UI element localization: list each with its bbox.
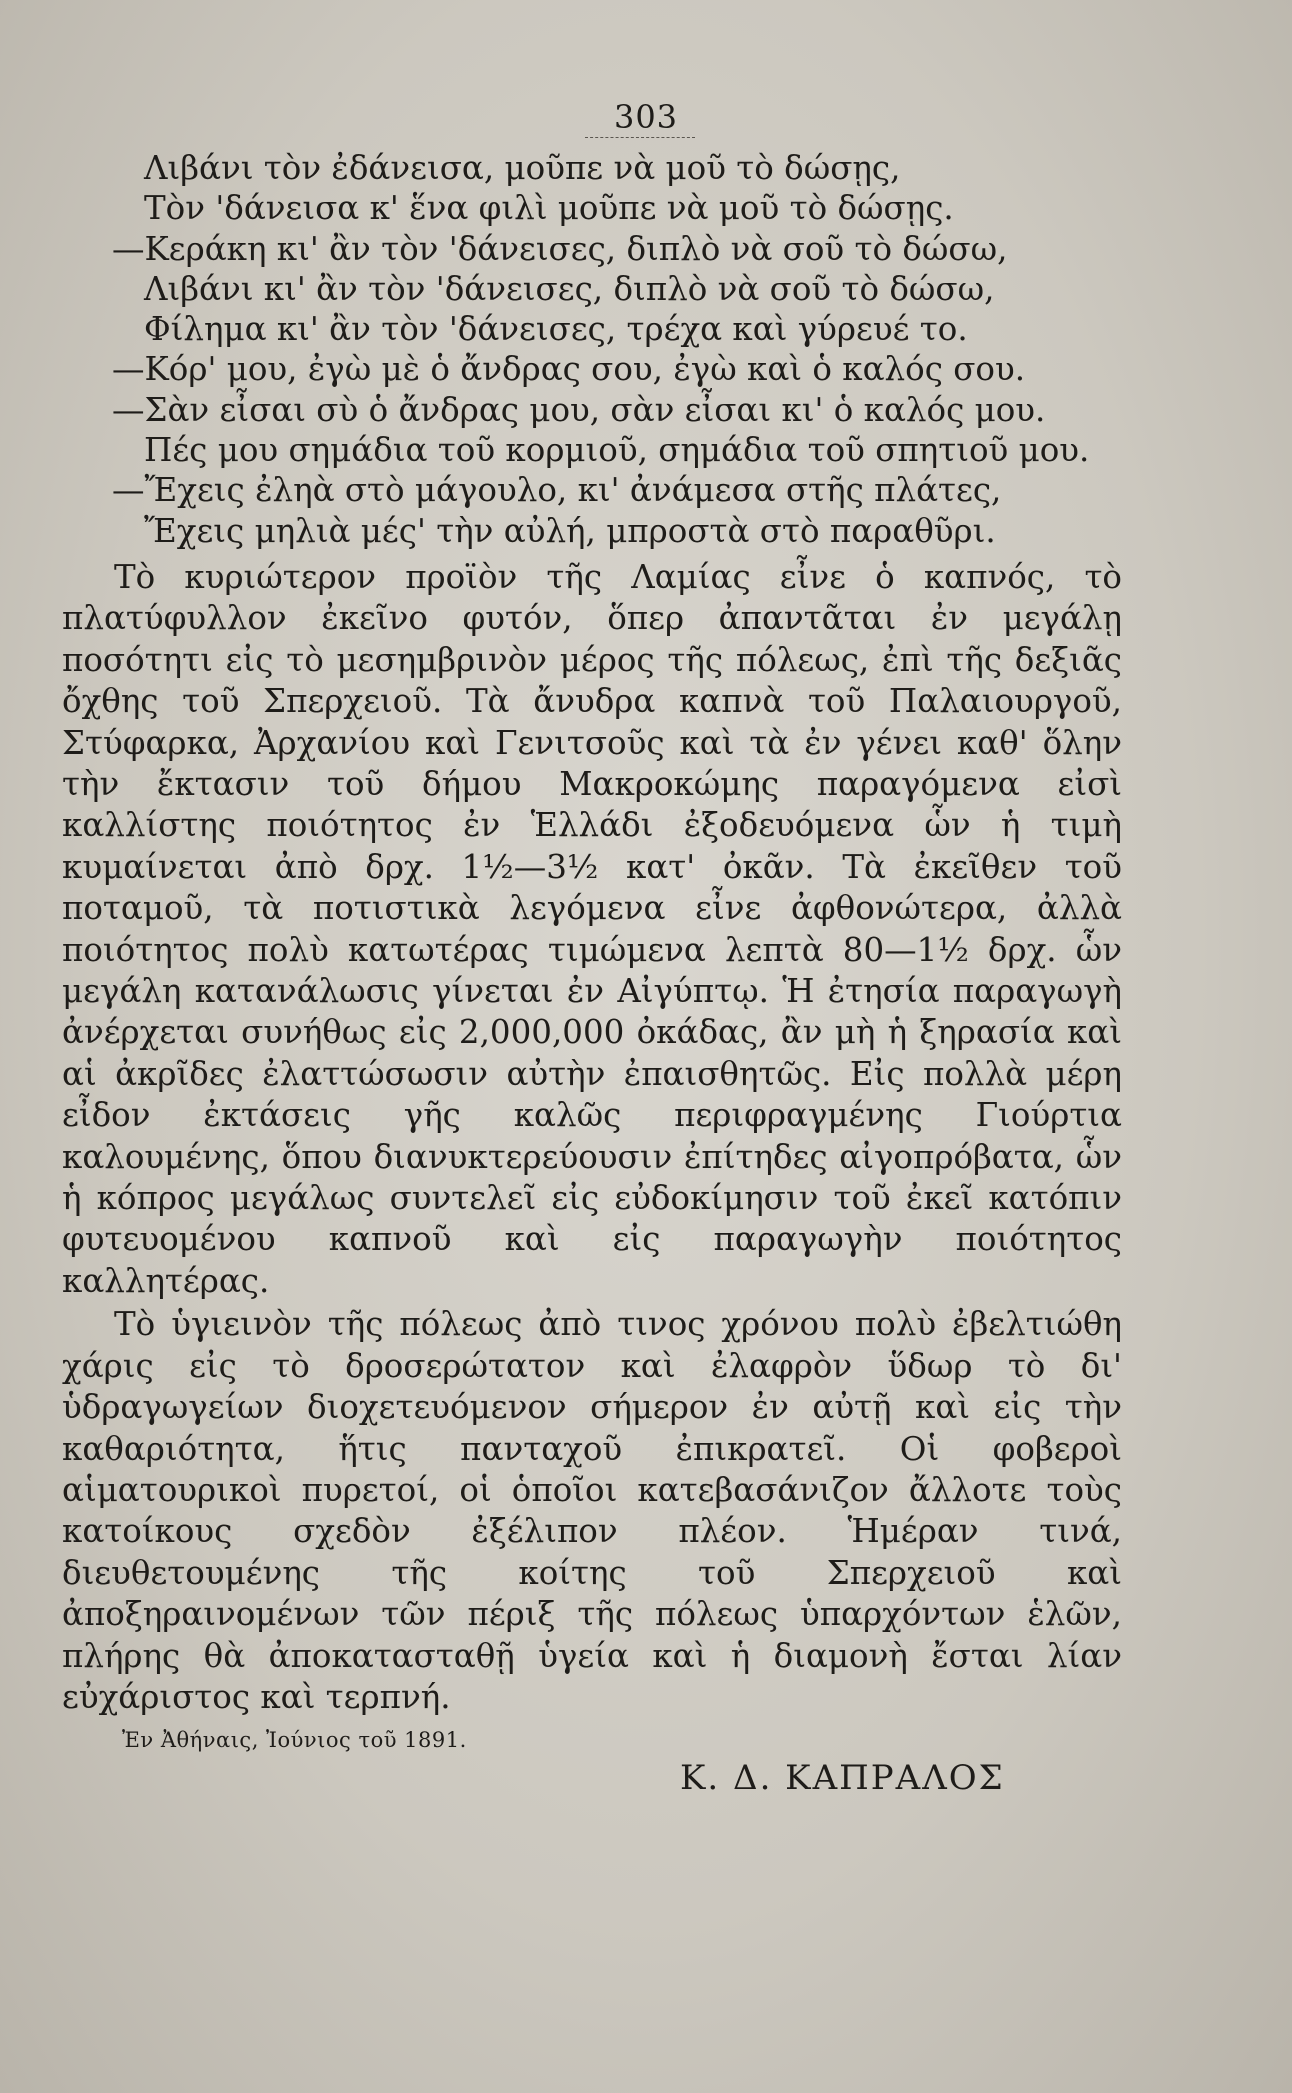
verse-line: Ἔχεις μηλιὰ μές' τὴν αὐλή, μπροστὰ στὸ παραθῦρι. — [144, 511, 996, 550]
page-number-rule — [585, 137, 695, 138]
paragraph-tobacco: Τὸ κυριώτερον προϊὸν τῆς Λαμίας εἶνε ὁ καπνός, τὸ πλατύφυλλον ἐκεῖνο φυτόν, ὅπερ ἀπαντᾶται ἐν μεγάλῃ ποσότητι εἰς τὸ μεσημβρινὸν μέρος τῆς πόλεως, ἐπὶ τῆς δεξιᾶς ὄχθης τοῦ Σπερχειοῦ. Τὰ ἄνυδρα καπνὰ τοῦ Παλαιουργοῦ, Στύφαρκα, Ἀρχανίου καὶ Γενιτσοῦς καὶ τὰ ἐν γένει καθ' ὅλην τὴν ἔκτασιν τοῦ δήμου Μακροκώμης παραγόμενα εἰσὶ καλλίστης ποιότητος ἐν Ἑλλάδι ἐξοδευόμενα ὧν ἡ τιμὴ κυμαίνεται ἀπὸ δρχ. 1½—3½ κατ' ὀκᾶν. Τὰ ἐκεῖθεν τοῦ ποταμοῦ, τὰ ποτιστικὰ λεγόμενα εἶνε ἀφθονώτερα, ἀλλὰ ποιότητος πολὺ κατωτέρας τιμώμενα λεπτὰ 80—1½ δρχ. ὧν μεγάλη κατανάλωσις γίνεται ἐν Αἰγύπτῳ. Ἡ ἐτησία παραγωγὴ ἀνέρχεται συνήθως εἰς 2,000,000 ὀκάδας, ἂν μὴ ἡ ξηρασία καὶ αἱ ἀκρῖδες ἐλαττώσωσιν αὐτὴν ἐπαισθητῶς. Εἰς πολλὰ μέρη εἶδον ἐκτάσεις γῆς καλῶς περιφραγμένης Γιούρτια καλουμένης, ὅπου διανυκτερεύουσιν ἐπίτηδες αἰγοπρόβατα, ὧν ἡ κόπρος μεγάλως συντελεῖ εἰς εὐδοκίμησιν τοῦ ἐκεῖ κατόπιν φυτευομένου καπνοῦ καὶ εἰς παραγωγὴν ποιότητος καλλητέρας. — [62, 557, 1122, 1300]
verse-line: Πές μου σημάδια τοῦ κορμιοῦ, σημάδια τοῦ σπητιοῦ μου. — [144, 431, 1090, 470]
paragraph-health: Τὸ ὑγιεινὸν τῆς πόλεως ἀπὸ τινος χρόνου πολὺ ἐβελτιώθη χάρις εἰς τὸ δροσερώτατον καὶ ἐλαφρὸν ὕδωρ τὸ δι' ὑδραγωγείων διοχετευόμενον σήμερον ἐν αὐτῇ καὶ εἰς τὴν καθαριότητα, ἥτις πανταχοῦ ἐπικρατεῖ. Οἱ φοβεροὶ αἱματουρικοὶ πυρετοί, οἱ ὁποῖοι κατεβασάνιζον ἄλλοτε τοὺς κατοίκους σχεδὸν ἐξέλιπον πλέον. Ἡμέραν τινά, διευθετουμένης τῆς κοίτης τοῦ Σπερχειοῦ καὶ ἀποξηραινομένων τῶν πέριξ τῆς πόλεως ὑπαρχόντων ἑλῶν, πλήρης θὰ ἀποκατασταθῇ ὑγεία καὶ ἡ διαμονὴ ἔσται λίαν εὐχάριστος καὶ τερπνή. — [62, 1305, 1122, 1716]
verse-line: —Κεράκη κι' ἂν τὸν 'δάνεισες, διπλὸ νὰ σοῦ τὸ δώσω, — [112, 229, 1008, 268]
verse-line: Τὸν 'δάνεισα κ' ἕνα φιλὶ μοῦπε νὰ μοῦ τὸ δώσῃς. — [144, 189, 954, 228]
verse-line: —Κόρ' μου, ἐγὼ μὲ ὁ ἄνδρας σου, ἐγὼ καὶ ὁ καλός σου. — [112, 350, 1026, 389]
page-content — [62, 148, 1122, 1752]
verse-line: —Ἔχεις ἐληὰ στὸ μάγουλο, κι' ἀνάμεσα στῆς πλάτες, — [112, 471, 1002, 510]
page-number: 303 — [613, 98, 679, 136]
prose-body — [62, 557, 1122, 1718]
verse-line: Λιβάνι τὸν ἐδάνεισα, μοῦπε νὰ μοῦ τὸ δώσῃς, — [144, 149, 901, 187]
verse-line: Φίλημα κι' ἂν τὸν 'δάνεισες, τρέχα καὶ γύρευέ το. — [144, 310, 968, 349]
author-signature: Κ. Δ. ΚΑΠΡΑΛΟΣ — [680, 1758, 1005, 1798]
dateline: Ἐν Ἀθήναις, Ἰούνιος τοῦ 1891. — [122, 1728, 467, 1753]
verse-line: Λιβάνι κι' ἂν τὸν 'δάνεισες, διπλὸ νὰ σοῦ τὸ δώσω, — [144, 269, 995, 308]
verse-line: —Σὰν εἶσαι σὺ ὁ ἄνδρας μου, σὰν εἶσαι κι' ὁ καλός μου. — [112, 390, 1046, 429]
folk-song-verse — [62, 148, 1122, 551]
